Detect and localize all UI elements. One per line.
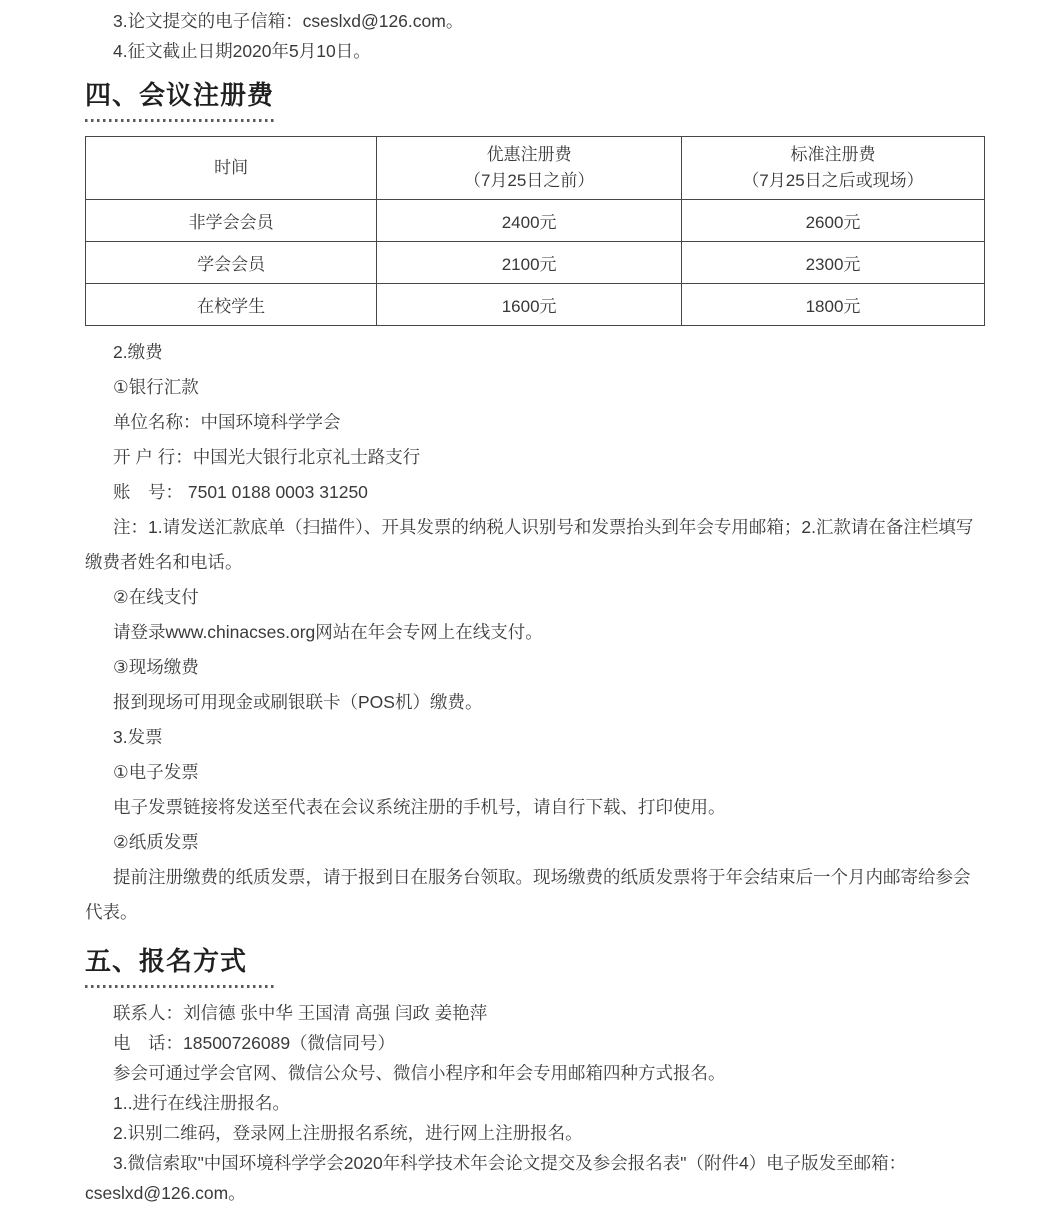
paragraph-payment: 2.缴费 xyxy=(113,342,163,362)
paragraph-online-payment-url: 请登录www.chinacses.org网站在年会专网上在线支付。 xyxy=(113,622,543,642)
header-title: 优惠注册费 xyxy=(486,145,572,164)
fee-table-header-early xyxy=(377,137,682,200)
fee-table-header-standard xyxy=(682,137,985,200)
fee-cell-standard: 2300元 xyxy=(682,242,985,284)
fee-table-header-row xyxy=(86,137,985,200)
paragraph-signup-step2: 2.识别二维码，登录网上注册报名系统，进行网上注册报名。 xyxy=(113,1123,583,1143)
registration-fee-table xyxy=(85,136,985,326)
table-row xyxy=(86,284,985,326)
fee-cell-early: 1600元 xyxy=(377,284,682,326)
header-subtitle: （7月25日之后或现场） xyxy=(742,171,924,190)
fee-cell-category: 在校学生 xyxy=(86,284,377,326)
paragraph-signup-email: cseslxd@126.com。 xyxy=(85,1183,246,1203)
fee-cell-category: 学会会员 xyxy=(86,242,377,284)
paragraph-phone: 电 话：18500726089（微信同号） xyxy=(113,1033,396,1053)
paragraph-paper-invoice-detail: 提前注册缴费的纸质发票，请于报到日在服务台领取。现场缴费的纸质发票将于年会结束后一个月内邮寄给参会代表。 xyxy=(85,867,971,922)
intro-line-email: 3.论文提交的电子信箱：cseslxd@126.com。 xyxy=(113,11,464,31)
paragraph-account-number: 账 号： 7501 0188 0003 31250 xyxy=(113,482,368,502)
fee-cell-standard: 1800元 xyxy=(682,284,985,326)
fee-table-header-time xyxy=(86,137,377,200)
fee-cell-standard: 2600元 xyxy=(682,200,985,242)
intro-line-deadline: 4.征文截止日期2020年5月10日。 xyxy=(113,41,371,61)
paragraph-remittance-note: 注：1.请发送汇款底单（扫描件）、开具发票的纳税人识别号和发票抬头到年会专用邮箱；2.汇款请在备注栏填写缴费者姓名和电话。 xyxy=(85,517,974,572)
fee-cell-category: 非学会会员 xyxy=(86,200,377,242)
paragraph-contacts: 联系人：刘信德 张中华 王国清 高强 闫政 姜艳萍 xyxy=(113,1003,488,1023)
heading-underline-dots xyxy=(85,985,275,988)
paragraph-invoice: 3.发票 xyxy=(113,727,163,747)
paragraph-onsite-payment-detail: 报到现场可用现金或刷银联卡（POS机）缴费。 xyxy=(113,692,483,712)
paragraph-paper-invoice: ②纸质发票 xyxy=(113,832,199,852)
paragraph-signup-step1: 1..进行在线注册报名。 xyxy=(113,1093,290,1113)
signup-body xyxy=(85,998,985,1208)
fee-cell-early: 2100元 xyxy=(377,242,682,284)
intro-block xyxy=(85,6,985,66)
paragraph-einvoice-detail: 电子发票链接将发送至代表在会议系统注册的手机号，请自行下载、打印使用。 xyxy=(113,797,726,817)
paragraph-signup-channels: 参会可通过学会官网、微信公众号、微信小程序和年会专用邮箱四种方式报名。 xyxy=(113,1063,726,1083)
paragraph-bank-transfer: ①银行汇款 xyxy=(113,377,199,397)
header-subtitle: （7月25日之前） xyxy=(463,171,595,190)
table-row xyxy=(86,200,985,242)
paragraph-unit-name: 单位名称：中国环境科学学会 xyxy=(113,412,341,432)
registration-fee-body xyxy=(85,335,985,930)
fee-cell-early: 2400元 xyxy=(377,200,682,242)
paragraph-onsite-payment: ③现场缴费 xyxy=(113,657,199,677)
heading-underline-dots xyxy=(85,119,275,122)
paragraph-online-payment: ②在线支付 xyxy=(113,587,199,607)
section-heading-signup: 五、报名方式 xyxy=(85,946,248,976)
header-title: 时间 xyxy=(214,158,249,177)
header-title: 标准注册费 xyxy=(790,145,876,164)
paragraph-bank-name: 开 户 行：中国光大银行北京礼士路支行 xyxy=(113,447,421,467)
paragraph-einvoice: ①电子发票 xyxy=(113,762,199,782)
section-heading-registration-fee: 四、会议注册费 xyxy=(85,80,275,110)
paragraph-signup-step3: 3.微信索取"中国环境科学学会2020年科学技术年会论文提交及参会报名表"（附件4）电子版发至邮箱： xyxy=(113,1153,907,1173)
table-row xyxy=(86,242,985,284)
